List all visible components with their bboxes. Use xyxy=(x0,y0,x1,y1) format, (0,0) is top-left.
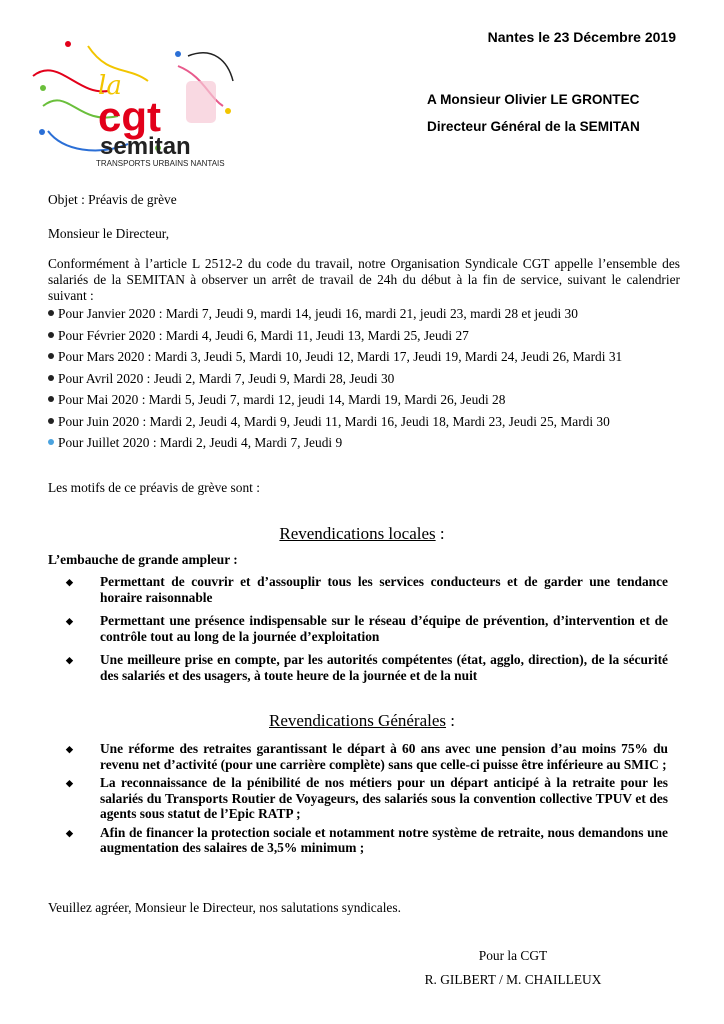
calendar-item: Pour Juillet 2020 : Mardi 2, Jeudi 4, Mardi 7, Jeudi 9 xyxy=(48,435,622,457)
diamond-bullet-icon: ◆ xyxy=(66,778,73,788)
bullet-icon xyxy=(48,375,54,381)
bullet-icon xyxy=(48,418,54,424)
logo-semitan: semitan xyxy=(100,133,191,160)
logo-bus-shape xyxy=(186,81,216,123)
logo-la: la xyxy=(98,71,122,101)
diamond-bullet-icon: ◆ xyxy=(66,744,73,754)
letter-closing: Veuillez agréer, Monsieur le Directeur, nos salutations syndicales. xyxy=(48,900,401,915)
logo-dot xyxy=(40,85,46,91)
logo-dot xyxy=(225,108,231,114)
signoff-names: R. GILBERT / M. CHAILLEUX xyxy=(424,972,602,987)
list-item: ◆ Une meilleure prise en compte, par les autorités compétentes (état, agglo, direction), de la sécurité des salariés et des usagers, à toute heure de la journée et de la nuit xyxy=(66,652,668,683)
hiring-subheading: L’embauche de grande ampleur : xyxy=(48,552,238,567)
calendar-item: Pour Février 2020 : Mardi 4, Jeudi 6, Mardi 11, Jeudi 13, Mardi 25, Jeudi 27 xyxy=(48,328,622,350)
general-demands-heading: Revendications Générales : xyxy=(269,711,455,730)
calendar-item: Pour Mars 2020 : Mardi 3, Jeudi 5, Mardi 10, Jeudi 12, Mardi 17, Jeudi 19, Mardi 24, Jeudi 26, Mardi 31 xyxy=(48,349,622,371)
list-item: ◆ La reconnaissance de la pénibilité de nos métiers pour un départ anticipé à la retraite pour les salariés du Transports Routier de Voyageurs, des salariés sous la convention collective TPUV et des agents sous statut de l’Epic RATP ; xyxy=(66,775,668,821)
logo-dot xyxy=(39,129,45,135)
calendar-item: Pour Juin 2020 : Mardi 2, Jeudi 4, Mardi 9, Jeudi 11, Mardi 16, Jeudi 18, Mardi 23, Jeudi 25, Mardi 30 xyxy=(48,414,622,436)
logo-tagline: TRANSPORTS URBAINS NANTAIS xyxy=(96,159,225,168)
list-item: ◆ Une réforme des retraites garantissant le départ à 60 ans avec une pension d’au moins 75% du revenu net d’activité (pour une carrière complète) sans que celle-ci puisse être inférieure au SMIC ; xyxy=(66,741,668,772)
signoff-org: Pour la CGT xyxy=(478,948,548,963)
logo-cgt: cgt xyxy=(98,93,161,140)
letter-intro: Conformément à l’article L 2512-2 du code du travail, notre Organisation Syndicale CGT appelle l’ensemble des salariés de la SEMITAN à observer un arrêt de travail de 24h du début à la fin de service, suivant le calendrier suivant : xyxy=(48,256,680,303)
bullet-icon xyxy=(48,310,54,316)
logo-dot xyxy=(65,41,71,47)
local-demands-list xyxy=(62,574,668,691)
addressee-block xyxy=(427,86,640,140)
addressee-title: Directeur Général de la SEMITAN xyxy=(427,119,640,134)
signature-block xyxy=(398,944,628,992)
letter-salutation: Monsieur le Directeur, xyxy=(48,226,170,241)
logo-dot xyxy=(175,51,181,57)
calendar-item: Pour Janvier 2020 : Mardi 7, Jeudi 9, mardi 14, jeudi 16, mardi 21, jeudi 23, mardi 28 et jeudi 30 xyxy=(48,306,622,328)
local-demands-heading: Revendications locales : xyxy=(279,524,445,543)
diamond-bullet-icon: ◆ xyxy=(66,616,73,626)
list-item: ◆ Permettant une présence indispensable sur le réseau d’équipe de prévention, d’intervention et de contrôle tout au long de la journée d’exploitation xyxy=(66,613,668,644)
general-demands-list xyxy=(62,741,668,859)
diamond-bullet-icon: ◆ xyxy=(66,827,73,838)
diamond-bullet-icon: ◆ xyxy=(66,577,73,587)
list-item: ◆ Permettant de couvrir et d’assouplir tous les services conducteurs et de garder une tendance horaire raisonnable xyxy=(66,574,668,605)
bullet-icon xyxy=(48,332,54,338)
list-item: ◆ Afin de financer la protection sociale et notamment notre système de retraite, nous demandons une augmentation des salaires de 3,5% minimum ; xyxy=(66,824,668,855)
addressee-name: A Monsieur Olivier LE GRONTEC xyxy=(427,92,640,107)
bullet-icon xyxy=(48,353,54,359)
calendar-item: Pour Avril 2020 : Jeudi 2, Mardi 7, Jeudi 9, Mardi 28, Jeudi 30 xyxy=(48,371,622,393)
cgt-semitan-logo xyxy=(28,36,238,176)
strike-calendar xyxy=(48,306,622,457)
diamond-bullet-icon: ◆ xyxy=(66,655,73,665)
bullet-icon xyxy=(48,439,54,445)
calendar-item: Pour Mai 2020 : Mardi 5, Jeudi 7, mardi 12, jeudi 14, Mardi 19, Mardi 26, Jeudi 28 xyxy=(48,392,622,414)
bullet-icon xyxy=(48,396,54,402)
letter-subject: Objet : Préavis de grève xyxy=(48,192,177,207)
motifs-intro: Les motifs de ce préavis de grève sont : xyxy=(48,480,260,495)
letter-date: Nantes le 23 Décembre 2019 xyxy=(487,29,676,45)
